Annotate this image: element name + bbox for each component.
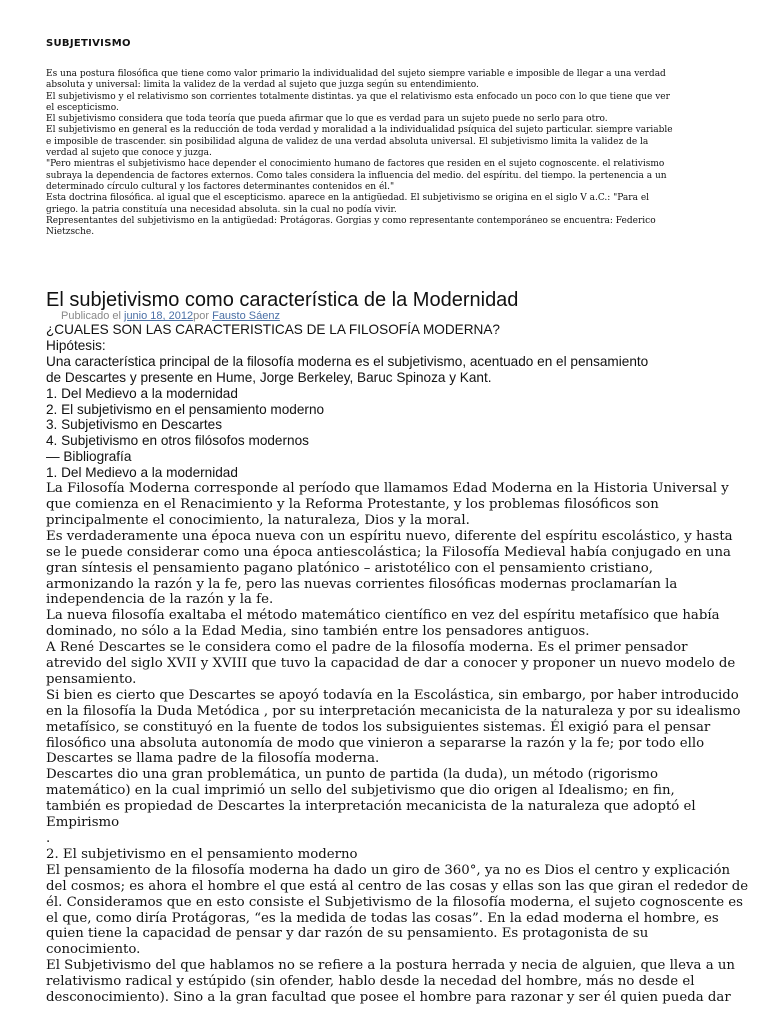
subjetivismo-section xyxy=(46,38,726,238)
article-line: independencia de la razón y la fe. xyxy=(46,592,274,608)
by-text: por xyxy=(193,310,213,322)
article-line: 3. Subjetivismo en Descartes xyxy=(46,417,223,433)
date-link[interactable]: junio 18, 2012 xyxy=(124,310,194,322)
article-line: se le puede considerar como una época antiescolástica; la Filosofía Medieval había conjugado en una xyxy=(46,544,731,560)
article-line: La Filosofía Moderna corresponde al período que llamamos Edad Moderna en la Historia Universal y xyxy=(46,481,729,497)
published-prefix: Publicado el xyxy=(61,310,124,322)
article-line: Descartes se llama padre de la filosofía moderna. xyxy=(46,751,380,767)
article-line: matemático) en la cual imprimió un sello del subjetivismo que dio origen al Idealismo; en fin, xyxy=(46,783,675,799)
section-line: Esta doctrina filosófica. al igual que el escepticismo. aparece en la antigüedad. El subjetivismo se origina en el siglo V a.C.: "Para el xyxy=(46,193,650,204)
article-line: también es propiedad de Descartes la interpretación mecanicista de la naturaleza que adoptó el xyxy=(46,799,696,815)
article-line: Descartes dio una gran problemática, un punto de partida (la duda), un método (rigorismo xyxy=(46,767,658,783)
article-title: El subjetivismo como característica de la Modernidad xyxy=(46,289,519,311)
article-line: el que, como diría Protágoras, “es la medida de todas las cosas”. En la edad moderna el hombre, es xyxy=(46,910,719,926)
article-line: La nueva filosofía exaltaba el método matemático científico en vez del espíritu metafísico que había xyxy=(46,608,720,624)
article-line: atrevido del siglo XVII y XVIII que tuvo la capacidad de dar a conocer y proponer un nuevo modelo de xyxy=(46,656,736,672)
article-line: Hipótesis: xyxy=(46,337,106,353)
article-line: gran síntesis el pensamiento pagano platónico – aristotélico con el pensamiento cristiano, xyxy=(46,560,654,576)
section-body xyxy=(46,69,726,238)
article-line: 2. El subjetivismo en el pensamiento moderno xyxy=(46,401,325,417)
author-link[interactable]: Fausto Sáenz xyxy=(212,310,280,322)
article-line: dominado, no sólo a la Edad Media, sino también entre los pensadores antiguos. xyxy=(46,624,590,640)
section-line: absoluta y universal: limita la validez de la verdad al sujeto que juzga según su entendimiento. xyxy=(46,80,479,91)
article-line: 2. El subjetivismo en el pensamiento moderno xyxy=(46,846,358,862)
article-line: Es verdaderamente una época nueva con un espíritu nuevo, diferente del espíritu escolástico, y hasta xyxy=(46,528,733,544)
article-line: A René Descartes se le considera como el padre de la filosofía moderna. Es el primer pensador xyxy=(46,640,688,656)
article-line: ¿CUALES SON LAS CARACTERISTICAS DE LA FILOSOFÍA MODERNA? xyxy=(46,322,500,337)
section-line: griego. la patria constituía una necesidad absoluta. sin la cual no podía vivir. xyxy=(46,204,397,215)
article-line: armonizando la razón y la fe, pero las nuevas corrientes filosóficas modernas proclamarían la xyxy=(46,576,678,592)
article-line: relativismo radical y estúpido (sin ofender, hablo desde la necedad del hombre, más no desde el xyxy=(46,974,695,990)
article-line: principalmente el conocimiento, la naturaleza, Dios y la moral. xyxy=(46,512,470,528)
article-line: Si bien es cierto que Descartes se apoyó todavía en la Escolástica, sin embargo, por haber introducido xyxy=(46,687,739,703)
section-line: verdad al sujeto que conoce y juzga. xyxy=(46,148,212,159)
article-meta xyxy=(61,311,736,322)
article-line: El Subjetivismo del que hablamos no se refiere a la postura herrada y necia de alguien, que lleva a un xyxy=(46,958,735,974)
article-line: desconocimiento). Sino a la gran facultad que posee el hombre para razonar y ser él quien pueda dar xyxy=(46,990,731,1006)
article-line: El pensamiento de la filosofía moderna ha dado un giro de 360°, ya no es Dios el centro y explicación xyxy=(46,862,731,878)
section-line: El subjetivismo en general es la reducción de toda verdad y moralidad a la individualidad psíquica del sujeto particular. siempre variable xyxy=(46,125,673,136)
section-line: Es una postura filosófica que tiene como valor primario la individualidad del sujeto siempre variable e imposible de llegar a una verdad xyxy=(46,69,666,79)
article-body xyxy=(46,322,749,1006)
section-line: el escepticismo. xyxy=(46,102,119,113)
article-line: pensamiento. xyxy=(46,671,137,687)
section-line: El subjetivismo considera que toda teoría que pueda afirmar que lo que es verdad para un sujeto puede no serlo para otro. xyxy=(46,114,608,125)
article-line: — Bibliografía xyxy=(46,449,132,465)
article-line: 1. Del Medievo a la modernidad xyxy=(46,465,238,481)
article-line: él. Consideramos que en esto consiste el Subjetivismo de la filosofía moderna, el sujeto cognoscente es xyxy=(46,894,743,910)
section-title: SUBJETIVISMO xyxy=(46,38,131,49)
article-line: filosófico una absoluta autonomía de modo que vinieron a separarse la razón y la fe; por todo ello xyxy=(46,735,705,751)
article-line: quien tiene la capacidad de pensar y dar razón de su pensamiento. Es protagonista de su xyxy=(46,926,649,942)
section-line: e imposible de trascender. sin posibilidad alguna de validez de una verdad absoluta universal. El subjetivismo limita la validez de la xyxy=(46,136,649,147)
section-line: Representantes del subjetivismo en la antigüedad: Protágoras. Gorgias y como representante contemporáneo se encuentra: Federico xyxy=(46,215,656,226)
section-line: subraya la dependencia de factores externos. Como tales considera la influencia del medio. del espíritu. del tiempo. la pertenencia a un xyxy=(46,170,667,181)
article-line: que comienza en el Renacimiento y la Reforma Protestante, y los problemas filosóficos son xyxy=(46,496,659,512)
article-line: . xyxy=(46,831,51,846)
article-line: del cosmos; es ahora el hombre el que está al centro de las cosas y ellas son las que giran el rededor de xyxy=(46,878,749,894)
section-line: El subjetivismo y el relativismo son corrientes totalmente distintas. ya que el relativismo esta enfocado un poco con lo que tiene que ver xyxy=(46,91,670,102)
section-line: "Pero mientras el subjetivismo hace depender el conocimiento humano de factores que residen en el sujeto cognoscente. el relativismo xyxy=(46,159,665,170)
article-line: Empirismo xyxy=(46,815,120,831)
article-line: en la filosofía la Duda Metódica , por su interpretación mecanicista de la naturaleza y por su idealismo xyxy=(46,703,741,719)
article-line: 4. Subjetivismo en otros filósofos modernos xyxy=(46,433,309,449)
section-line: Nietzsche. xyxy=(46,227,95,238)
section-line: determinado círculo cultural y los factores determinantes contenidos en él." xyxy=(46,181,395,192)
article-line: de Descartes y presente en Hume, Jorge Berkeley, Baruc Spinoza y Kant. xyxy=(46,369,492,385)
article-line: Una característica principal de la filosofía moderna es el subjetivismo, acentuado en el pensamiento xyxy=(46,353,649,369)
article-line: conocimiento. xyxy=(46,942,141,958)
article-line: metafísico, se constituyó en la fuente de todos los subsiguientes sistemas. Él exigió para el pensar xyxy=(46,719,711,735)
article-line: 1. Del Medievo a la modernidad xyxy=(46,385,238,401)
article xyxy=(46,288,749,1006)
